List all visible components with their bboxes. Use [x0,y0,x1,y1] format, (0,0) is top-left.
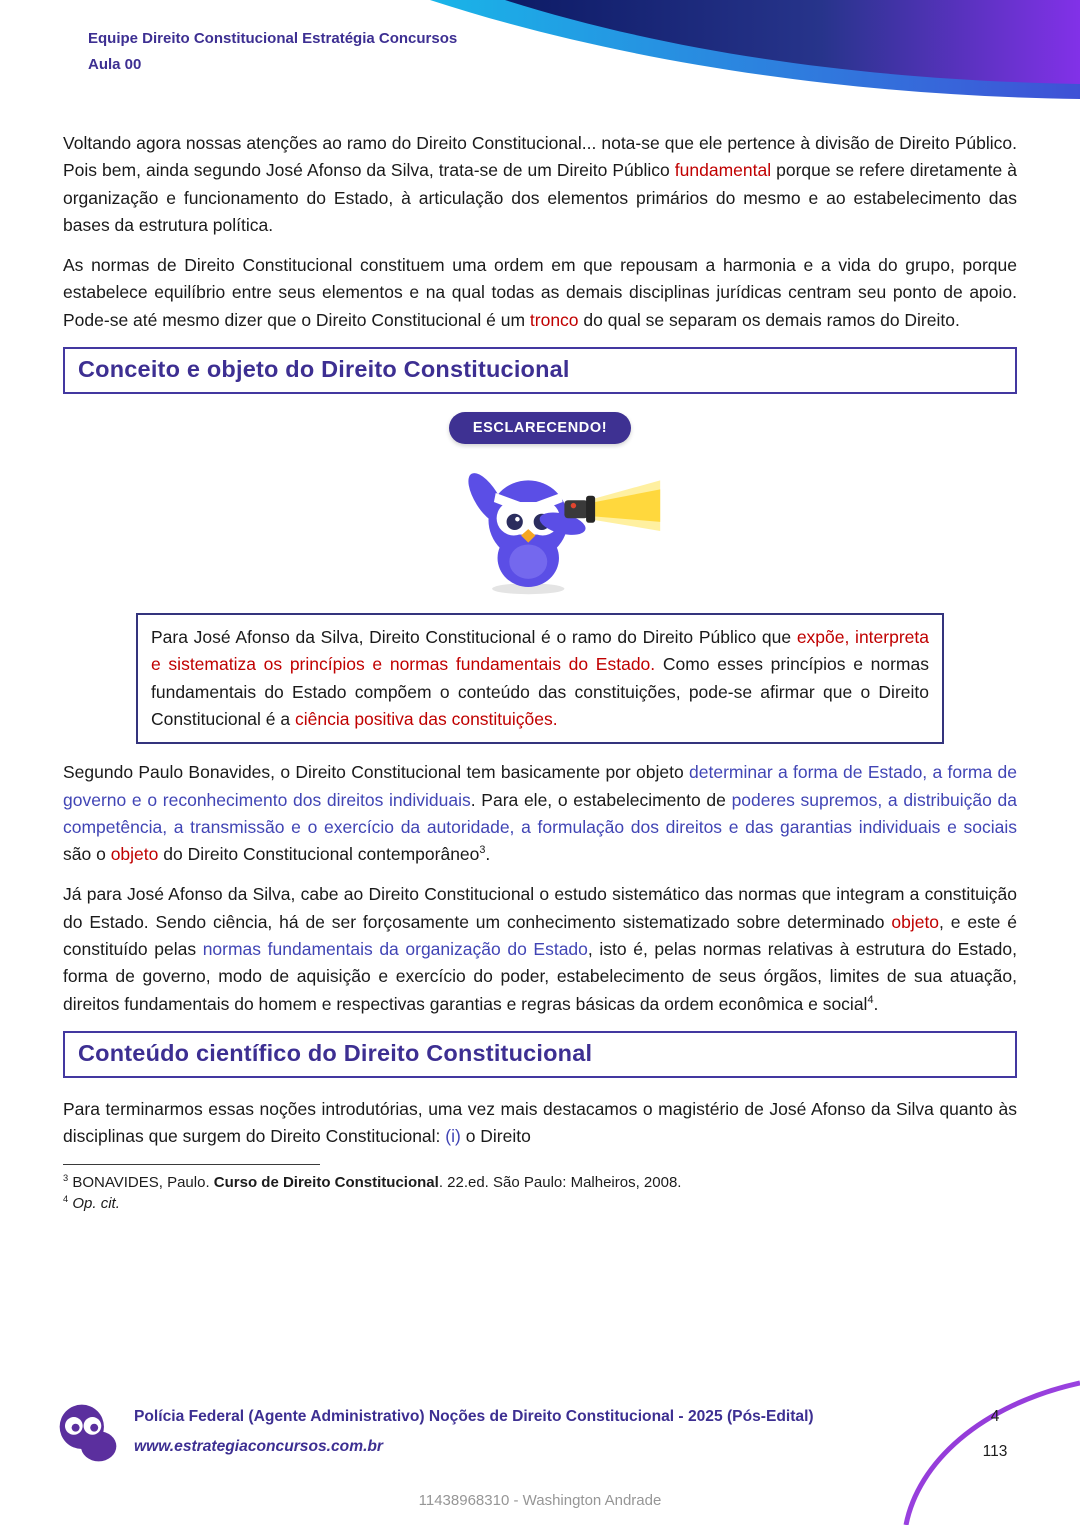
footnote-3: $^3$ BONAVIDES, Paulo. Curso de Direito Constitucional. 22.ed. São Paulo: Malheiros, 2008. [63,1172,682,1191]
section-heading-box-conteudo [63,1031,1017,1078]
section-title: Conteúdo científico do Direito Constitucional [78,1039,593,1066]
owl-flashlight-mascot-icon [405,446,675,596]
header-lesson-line: Aula 00 [88,55,142,73]
footer-text [134,1408,814,1456]
student-watermark: 11438968310 - Washington Andrade [418,1492,662,1509]
footnote-4: $^4$ Op. cit. [63,1193,120,1212]
mascot-container [63,444,1017,601]
footer-course-title: Polícia Federal (Agente Administrativo) Noções de Direito Constitucional - 2025 (Pós-Edital) [134,1408,814,1425]
footer-website-link[interactable]: www.estrategiaconcursos.com.br [134,1438,383,1455]
esclarecendo-badge: ESCLARECENDO! [449,412,631,444]
paragraph-4: Já para José Afonso da Silva, cabe ao Direito Constitucional o estudo sistemático das normas que integram a constituição do Estado. Sendo ciência, há de ser forçosamente um conhecimento sistematizado sobre determinado objeto, e este é constituído pelas normas fundamentais da organização do Estado, isto é, pelas normas relativas à estrutura do Estado, forma de governo, modo de aquisição e exercício do poder, estabelecimento de seus órgãos, limites de sua atuação, direitos fundamentais do homem e respectivas garantias e regras básicas da ordem econômica e social$^4$. [63,884,1017,1014]
footnote-divider [63,1164,320,1165]
main-content [63,130,1017,1214]
estrategia-owl-logo-icon [56,1402,120,1464]
section-heading-box-conceito [63,347,1017,394]
paragraph-2: As normas de Direito Constitucional constituem uma ordem em que repousam a harmonia e a vida do grupo, porque estabelece equilíbrio entre seus elementos e na qual todas as demais disciplinas jurídicas centram seu ponto de apoio. Pode-se até mesmo dizer que o Direito Constitucional é um tronco do qual se separam os demais ramos do Direito. [63,255,1017,330]
total-pages: 113 [982,1443,1008,1460]
header-team-line: Equipe Direito Constitucional Estratégia Concursos [88,30,458,47]
paragraph-5: Para terminarmos essas noções introdutórias, uma vez mais destacamos o magistério de José Afonso da Silva quanto às disciplinas que surgem do Direito Constitucional: (i) o Direito [63,1098,1017,1147]
page-number: 4 [990,1408,1000,1425]
page-number-block [972,1408,1018,1461]
footnotes [63,1164,1017,1214]
definition-quote-box: Para José Afonso da Silva, Direito Constitucional é o ramo do Direito Público que expõe, interpreta e sistematiza os princípios e normas fundamentais do Estado. Como esses princípios e normas fundamentais do Estado compõem o conteúdo das constituições, pode-se afirmar que o Direito Constitucional é a ciência positiva das constituições. [136,613,944,744]
paragraph-1: Voltando agora nossas atenções ao ramo do Direito Constitucional... nota-se que ele pertence à divisão de Direito Público. Pois bem, ainda segundo José Afonso da Silva, trata-se de um Direito Público fundamental porque se refere diretamente à organização e funcionamento do Estado, à articulação dos elementos primários do mesmo e ao estabelecimento das bases da estrutura política. [63,133,1017,235]
header-text [88,26,457,77]
section-title: Conceito e objeto do Direito Constitucional [78,356,570,383]
paragraph-3: Segundo Paulo Bonavides, o Direito Constitucional tem basicamente por objeto determinar a forma de Estado, a forma de governo e o reconhecimento dos direitos individuais. Para ele, o estabelecimento de poderes supremos, a distribuição da competência, a transmissão e o exercício da autoridade, a formulação dos direitos e das garantias individuais e sociais são o objeto do Direito Constitucional contemporâneo$^3$. [63,762,1018,865]
